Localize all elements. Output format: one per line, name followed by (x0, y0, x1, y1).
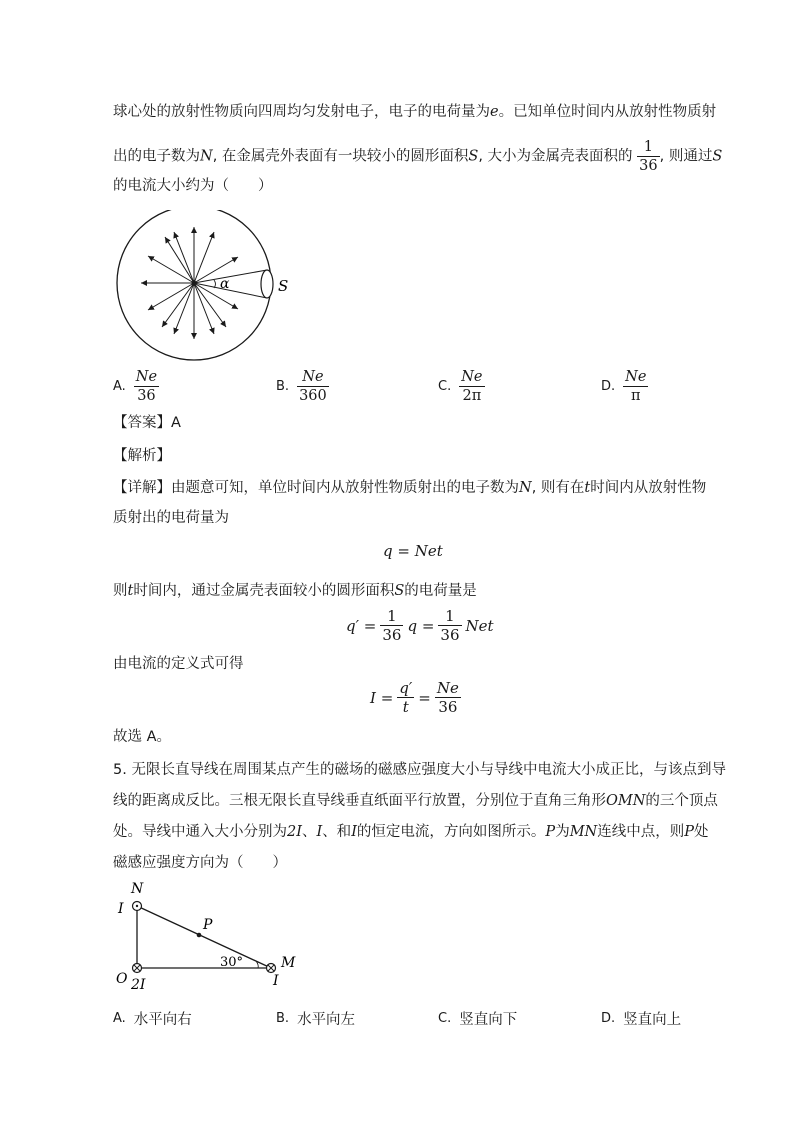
label-2I: 2I (131, 977, 146, 993)
cone-edge-bottom (194, 283, 267, 298)
var-P-1: P (545, 824, 556, 840)
q5-line2-end: 的三个顶点 (645, 793, 718, 809)
q5-option-c-text: 竖直向下 (459, 1012, 518, 1028)
frac-num: Ne (297, 368, 329, 387)
q4-stem-line3 (113, 176, 273, 196)
frac-num: Ne (436, 679, 459, 697)
eq3-frac1 (397, 679, 414, 716)
detail-c: 时间内从放射性物 (590, 480, 707, 496)
option-b-fraction (297, 368, 329, 405)
area-s-ellipse (261, 270, 273, 298)
q4-line1-end: 。已知单位时间内从放射性物质射 (498, 104, 717, 120)
frac-den: 36 (137, 388, 156, 404)
detail-line1 (113, 478, 706, 498)
detail3-a: 则 (113, 583, 128, 599)
var-t: t (584, 480, 591, 496)
conclusion-text: 故选 A。 (113, 729, 172, 745)
frac-den: 360 (299, 388, 327, 404)
q5-line3-d: 连线中点，则 (597, 824, 685, 840)
answer-line (113, 413, 181, 433)
wire-N-out-icon (133, 902, 142, 911)
var-N: N (200, 148, 213, 165)
q5-stem-line1 (113, 760, 726, 780)
option-a[interactable] (113, 368, 159, 405)
option-a-fraction (134, 368, 159, 405)
q5-line2-text: 线的距离成反比。三根无限长直导线垂直纸面平行放置，分别位于直角三角形 (113, 793, 606, 809)
var-S: S (468, 148, 479, 165)
frac-num: 1 (438, 607, 461, 626)
frac-den: 36 (639, 158, 658, 174)
frac-den: t (402, 698, 409, 716)
detail-line2-text: 质射出的电荷量为 (113, 510, 229, 526)
side-NM (137, 906, 271, 968)
analysis-line (113, 446, 171, 466)
q4-line2-c: , 大小为金属壳表面积的 (478, 148, 633, 165)
q5-option-b-label: B. (276, 1011, 290, 1026)
label-30deg: 30° (220, 955, 244, 970)
frac-den: 36 (382, 626, 402, 644)
eq2-frac2 (438, 607, 461, 644)
detail3-b: 时间内，通过金属壳表面较小的圆形面积 (133, 583, 395, 599)
wire-M-in-icon (267, 964, 276, 973)
conclusion-line (113, 727, 171, 747)
eq2-lhs: q′ = (346, 616, 377, 635)
q4-line1-text: 球心处的放射性物质向四周均匀发射电子，电子的电荷量为 (113, 104, 490, 120)
q5-option-b[interactable] (276, 1008, 355, 1029)
q4-stem-line1 (113, 102, 716, 122)
wire-O-in-icon (133, 964, 142, 973)
detail-line4 (113, 654, 244, 674)
detail-line2 (113, 508, 229, 528)
analysis-text: 【解析】 (113, 448, 171, 464)
frac-den: 2π (462, 388, 482, 404)
var-N-detail: N (519, 480, 532, 496)
q5-line3-b: 的恒定电流，方向如图所示。 (356, 824, 546, 840)
detail3-c: 的电荷量是 (404, 583, 477, 599)
frac-num: Ne (625, 369, 647, 385)
equation-q (383, 542, 443, 560)
equation-q-prime (346, 607, 494, 644)
q5-option-a-text: 水平向右 (133, 1012, 192, 1028)
var-I-2: I (351, 824, 357, 840)
frac-den: 36 (438, 698, 458, 716)
q5-option-a[interactable] (113, 1008, 192, 1029)
answer-text: 【答案】A (113, 415, 181, 431)
q5-option-b-text: 水平向左 (297, 1012, 356, 1028)
q5-line3-e: 处 (694, 824, 709, 840)
label-P: P (203, 917, 213, 933)
frac-num: 1 (380, 607, 403, 626)
label-I-right: I (273, 973, 279, 989)
alpha-label: α (220, 276, 230, 292)
frac-num: Ne (461, 369, 483, 385)
eq2-frac1 (380, 607, 403, 644)
frac-den: 36 (440, 626, 460, 644)
frac-num: Ne (135, 369, 158, 385)
var-S-2: S (712, 148, 723, 165)
option-c[interactable] (438, 368, 485, 405)
q5-line1-text: 5. 无限长直导线在周围某点产生的磁场的磁感应强度大小与导线中电流大小成正比，与该点到导 (113, 762, 726, 778)
q5-option-a-label: A. (113, 1011, 126, 1026)
q4-line2-d: , 则通过 (659, 148, 713, 165)
q5-sep1: 、 (301, 824, 317, 840)
detail-b: , 则有在 (531, 480, 585, 496)
q5-option-c-label: C. (438, 1011, 452, 1026)
option-b[interactable] (276, 368, 329, 405)
q5-line3-a: 处。导线中通入大小分别为 (113, 824, 287, 840)
sphere-figure (110, 210, 300, 370)
q5-option-d-label: D. (601, 1011, 616, 1026)
eq3-frac2 (435, 679, 461, 716)
detail-a: 【详解】由题意可知，单位时间内从放射性物质射出的电子数为 (113, 480, 519, 496)
var-t-2: t (127, 583, 134, 599)
option-d-fraction (623, 368, 648, 405)
q5-stem-line3 (113, 822, 709, 842)
option-d-label: D. (601, 379, 616, 394)
option-c-fraction (459, 368, 484, 405)
eq1-text: q = Net (383, 542, 443, 560)
var-S-3: S (394, 583, 405, 599)
q4-line2-a: 出的电子数为 (113, 148, 200, 165)
option-c-label: C. (438, 379, 452, 394)
detail-line4-text: 由电流的定义式可得 (113, 656, 244, 672)
q5-stem-line2 (113, 791, 718, 811)
q5-option-d-text: 竖直向上 (623, 1012, 682, 1028)
label-O: O (116, 971, 128, 987)
label-N: N (131, 881, 144, 897)
option-b-label: B. (276, 379, 290, 394)
point-p-dot (197, 933, 202, 938)
q5-line3-c: 为 (555, 824, 570, 840)
equation-current (370, 679, 461, 716)
var-e: e (490, 104, 499, 120)
var-P-2: P (684, 824, 694, 840)
q5-option-c[interactable] (438, 1008, 517, 1029)
eq2-end: Net (465, 616, 494, 635)
q4-line2-b: , 在金属壳外表面有一块较小的圆形面积 (212, 148, 469, 165)
q5-line4-text: 磁感应强度方向为（ ） (113, 855, 287, 871)
frac-num: q′ (399, 679, 413, 697)
option-d[interactable] (601, 368, 648, 405)
eq2-mid: q = (407, 616, 435, 635)
q5-option-d[interactable] (601, 1008, 681, 1029)
var-OMN: OMN (606, 793, 646, 809)
q5-stem-line4 (113, 853, 287, 873)
q4-line3-text: 的电流大小约为（ ） (113, 178, 273, 194)
q5-sep2: 、和 (322, 824, 352, 840)
q4-stem-line2 (113, 138, 722, 175)
triangle-figure (110, 878, 310, 993)
label-M: M (281, 955, 296, 971)
var-2I: 2I (287, 824, 302, 840)
detail-line3 (113, 581, 477, 601)
option-a-label: A. (113, 379, 126, 394)
var-I-1: I (316, 824, 323, 840)
frac-num: 1 (637, 138, 659, 157)
s-label: S (278, 277, 289, 295)
var-MN: MN (569, 824, 598, 840)
label-I-top: I (118, 901, 124, 917)
fraction-1-36 (637, 138, 659, 175)
frac-den: π (631, 388, 641, 404)
eq3-lhs: I = (370, 688, 394, 707)
eq3-mid: = (418, 688, 431, 707)
